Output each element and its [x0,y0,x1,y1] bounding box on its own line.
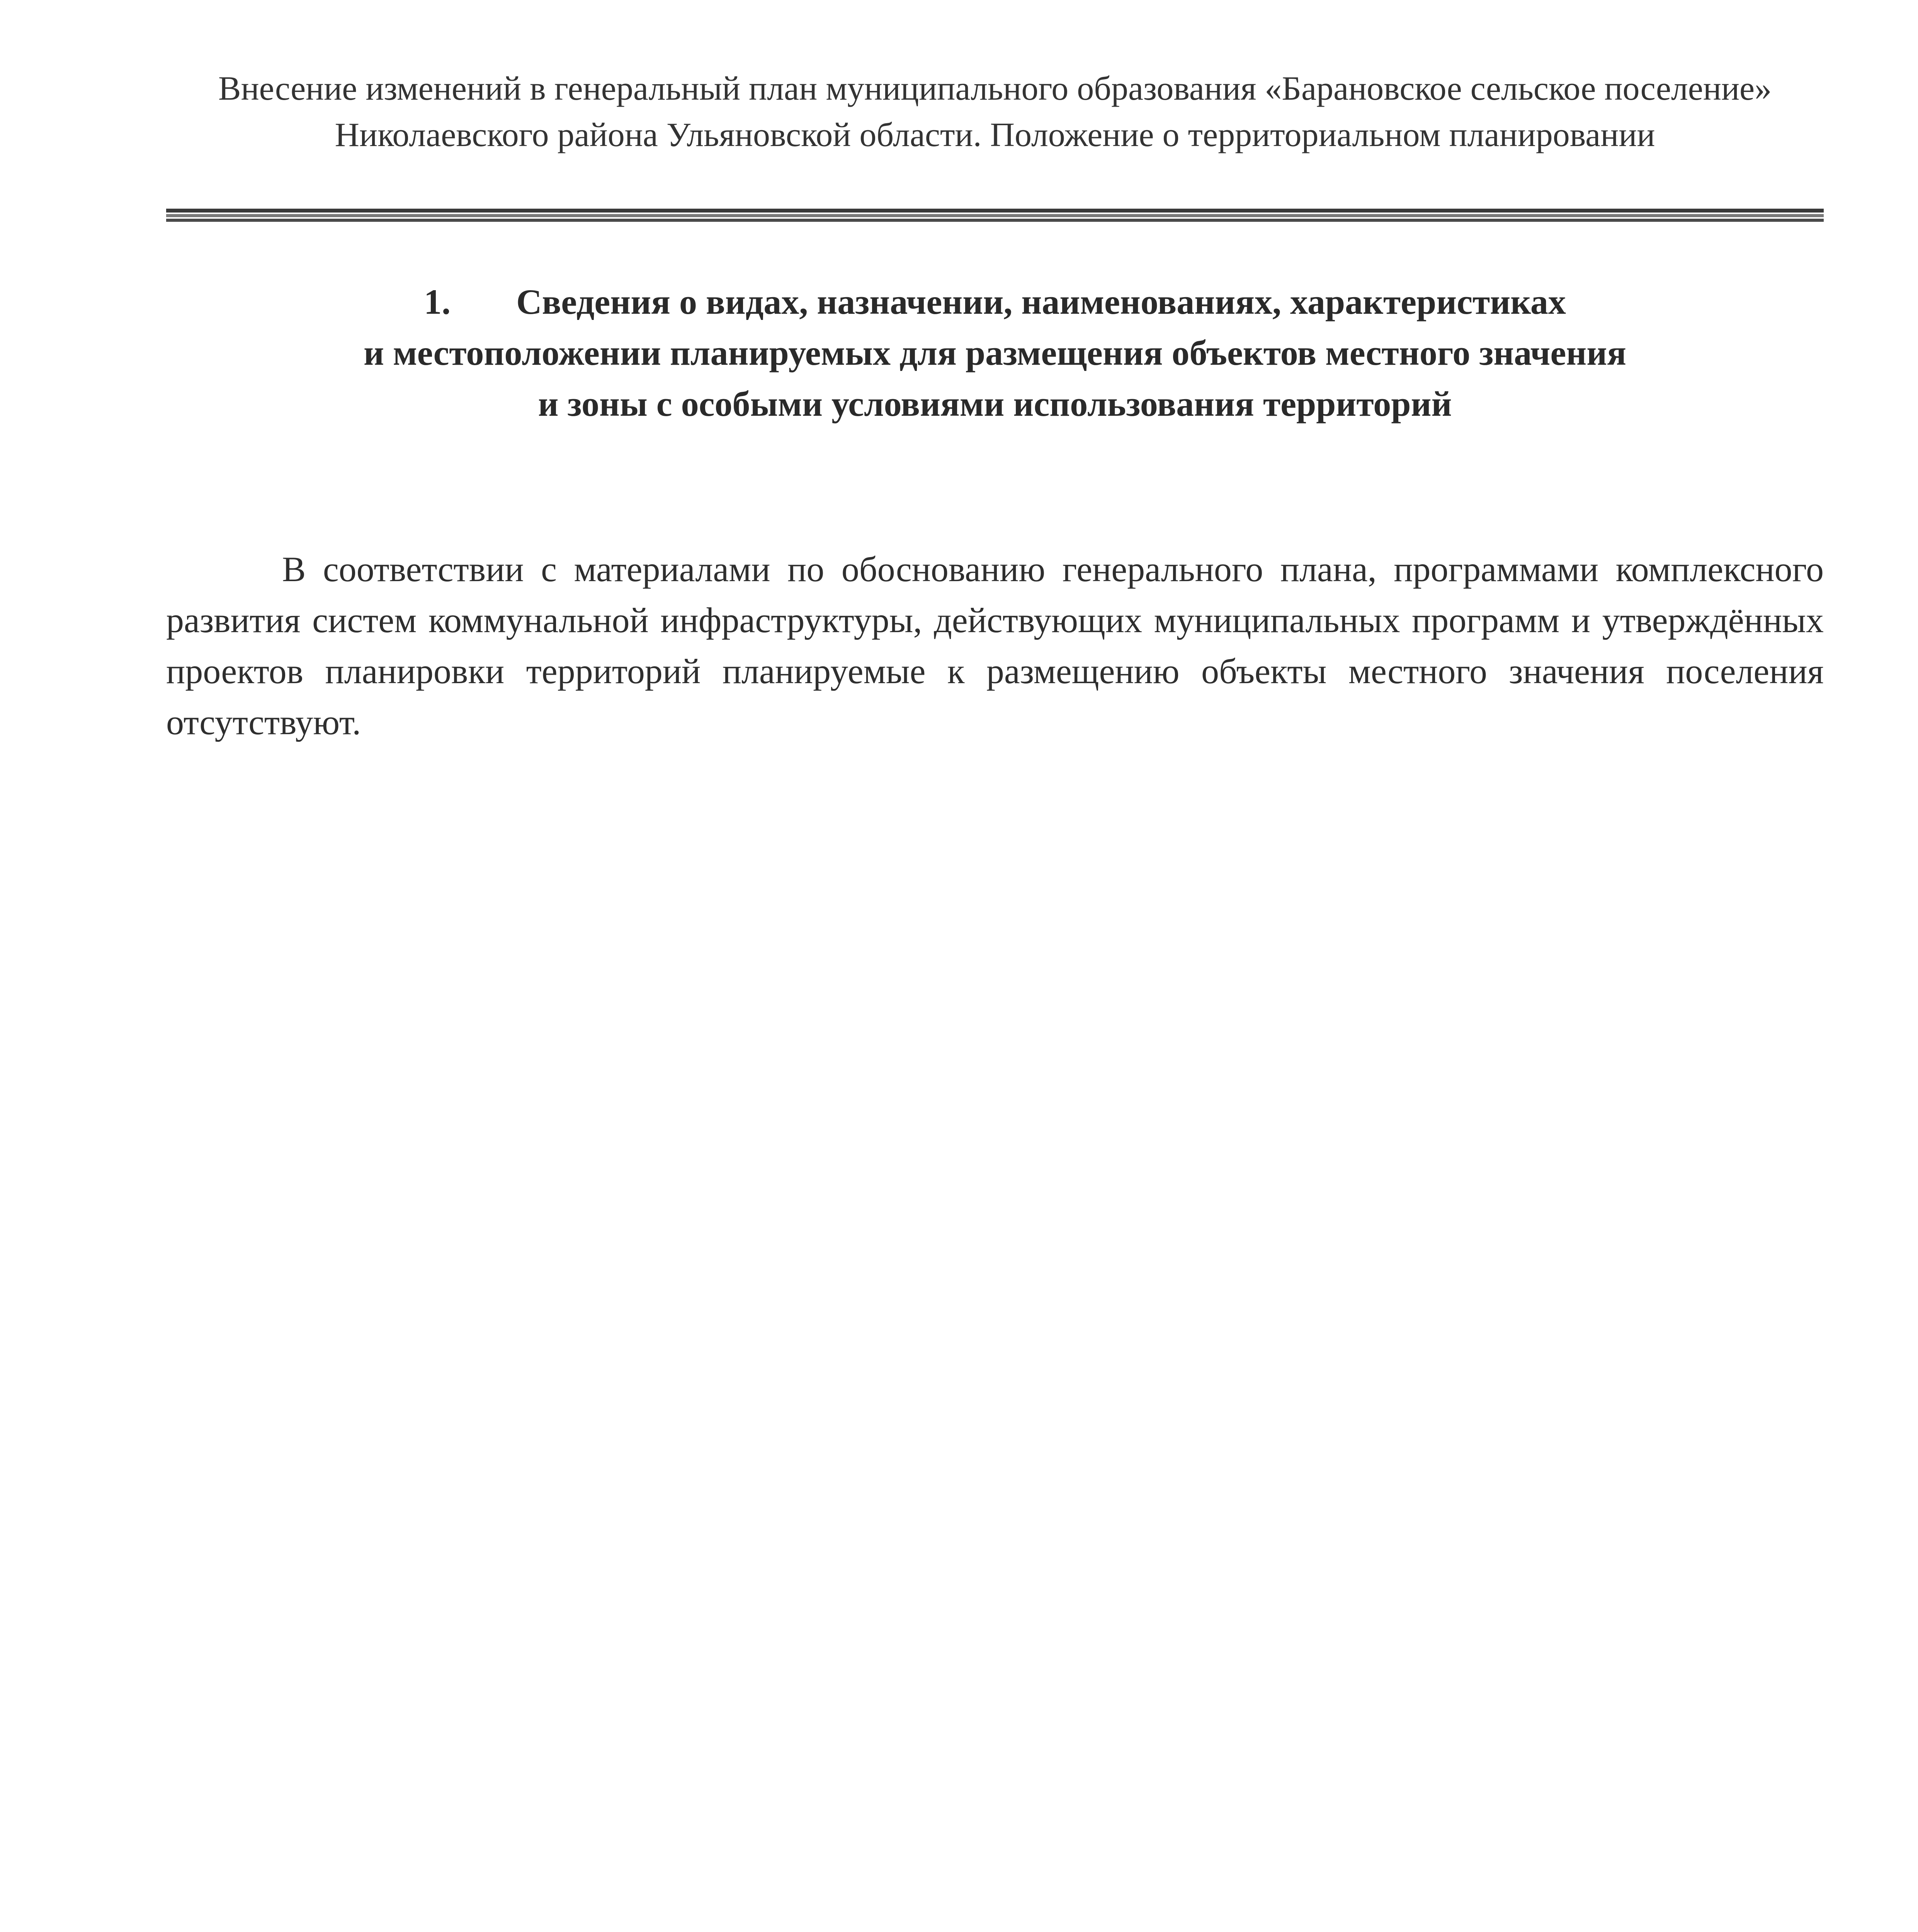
running-header: Внесение изменений в генеральный план муниципального образования «Барановское сельское поселение» Николаевского района Ульяновской области. Положение о территориальном планировании [218,70,1772,154]
section-title-line-2: и местоположении планируемых для размещения объектов местного значения [363,333,1627,372]
header-divider [166,209,1824,222]
section-number: 1. [424,282,451,321]
section-title-line-1: Сведения о видах, назначении, наименованиях, характеристиках [516,282,1566,321]
section-heading [166,276,1824,429]
body-paragraph: В соответствии с материалами по обоснованию генерального плана, программами комплексного развития систем коммунальной инфраструктуры, действующих муниципальных программ и утверждённых проектов планировки территорий планируемые к размещению объекты местного значения поселения отсутствуют. [166,549,1824,742]
section-title-line-3: и зоны с особыми условиями использования территорий [538,384,1452,423]
section-heading-line-1 [166,276,1824,327]
